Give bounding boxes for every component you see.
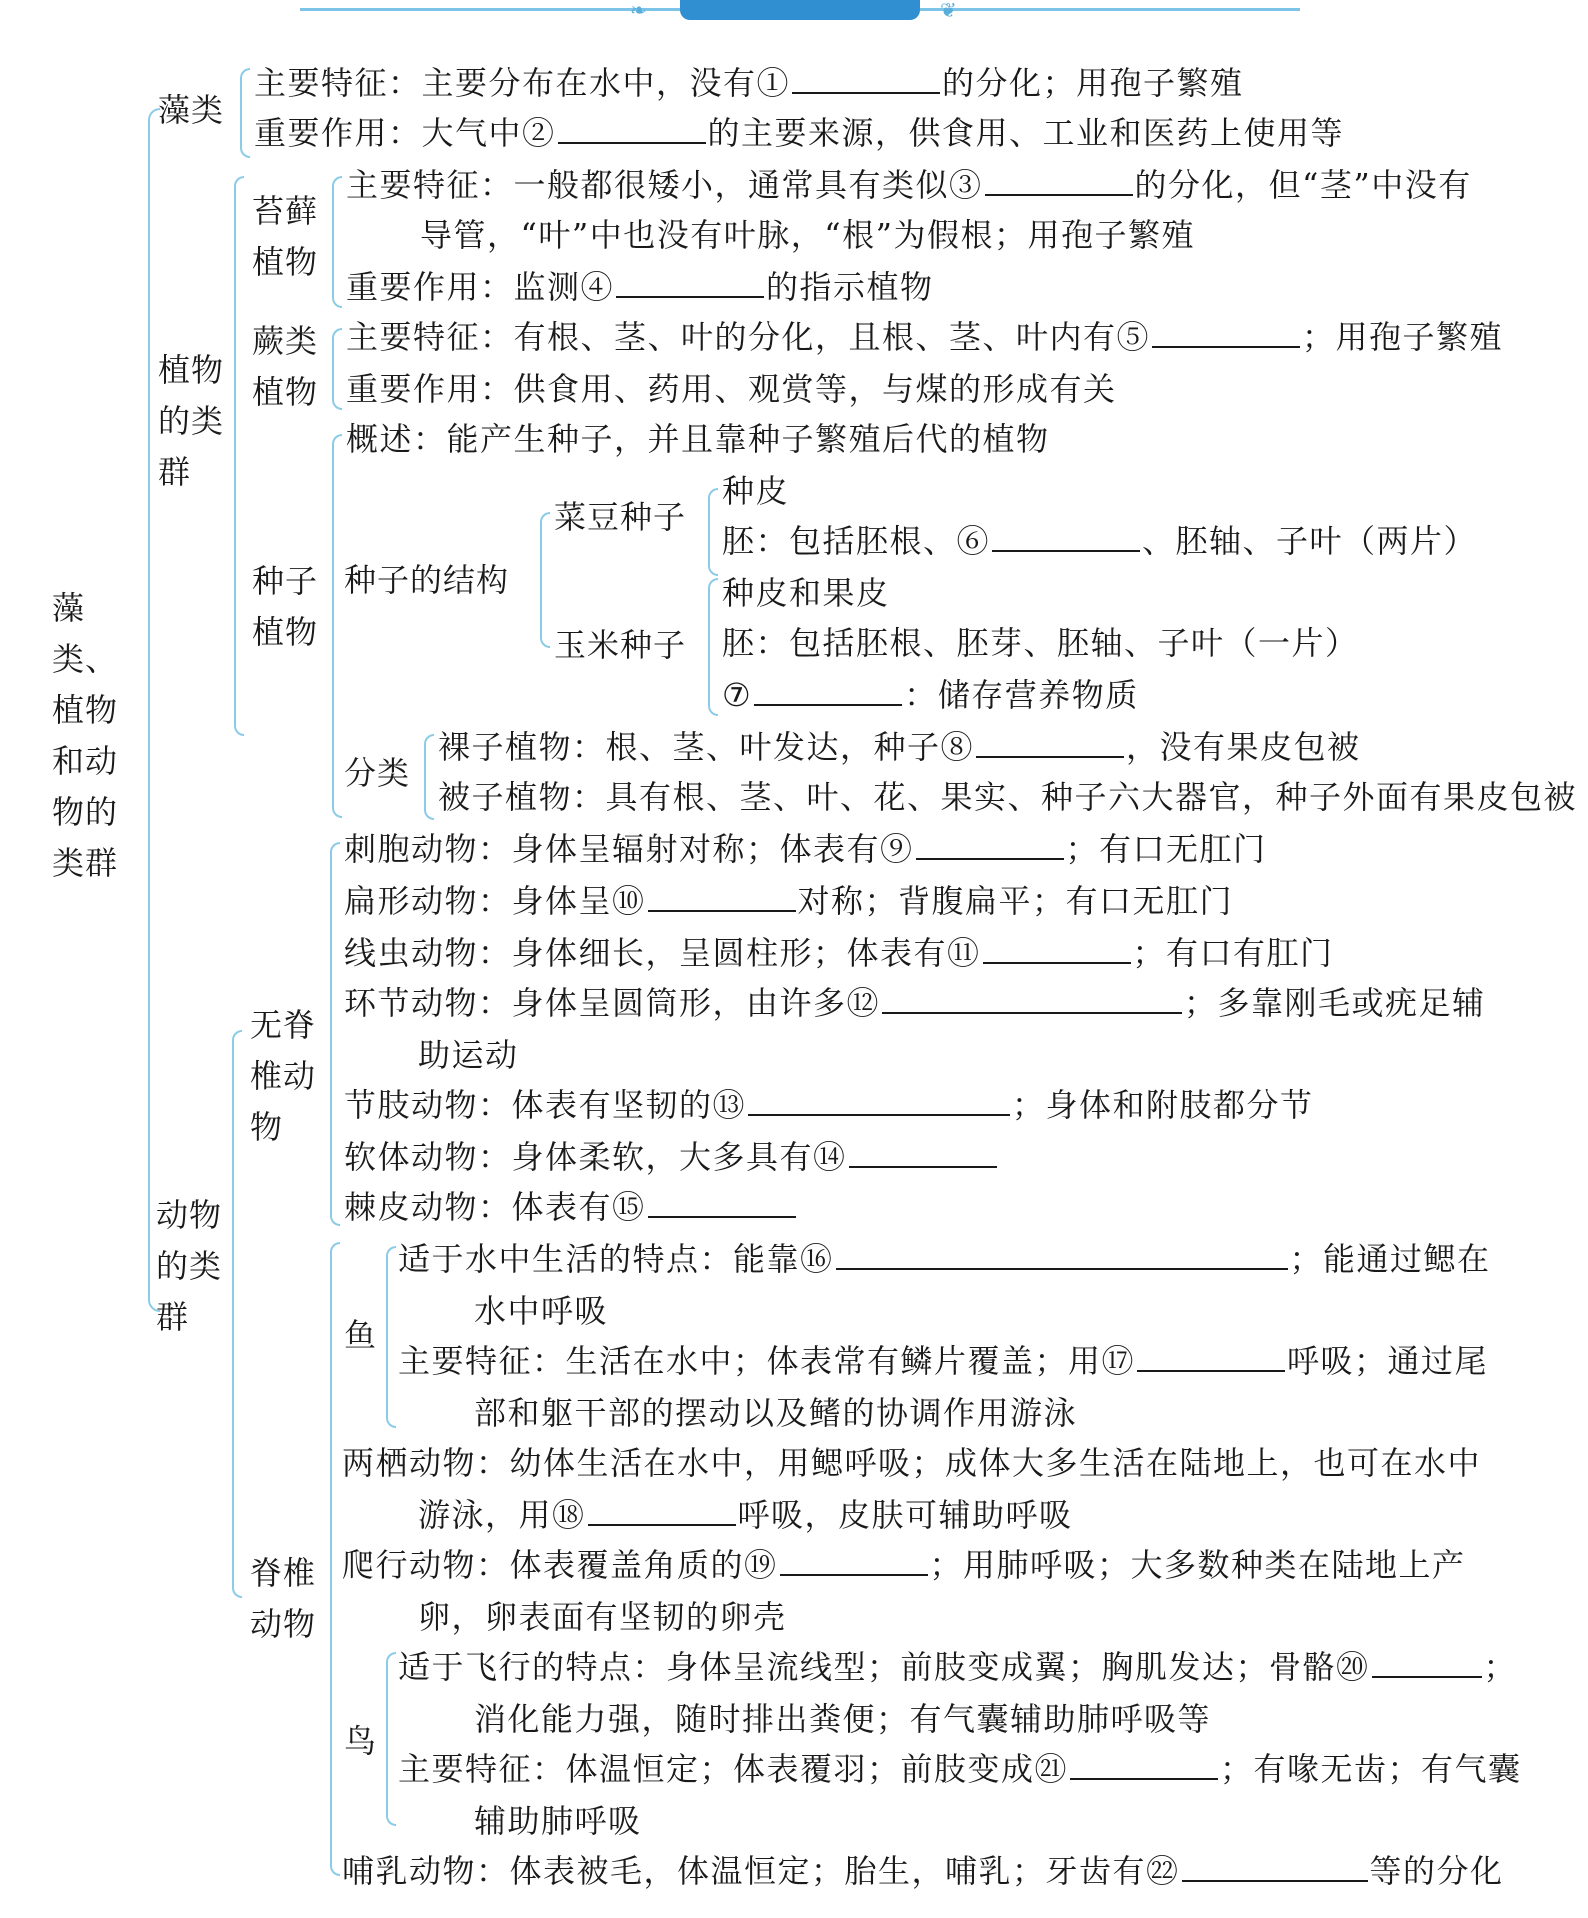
bean-bracket: [708, 488, 718, 576]
mammal-line: 哺乳动物：体表被毛，体温恒定；胎生，哺乳；牙齿有㉒ 等的分化: [342, 1852, 1504, 1890]
bird-feature-cont: 辅助肺呼吸: [474, 1802, 642, 1840]
root-bracket: [148, 108, 160, 1312]
answer-blank-7[interactable]: [754, 676, 902, 706]
answer-blank-9[interactable]: [916, 830, 1064, 860]
answer-blank-20[interactable]: [1372, 1648, 1482, 1678]
algae-role-line: 重要作用：大气中② 的主要来源，供食用、工业和医药上使用等: [254, 114, 1345, 152]
amphibian-cont: 游泳，用⑱ 呼吸，皮肤可辅助呼吸: [418, 1496, 1073, 1534]
fish-bracket: [386, 1246, 396, 1428]
algae-label: 藻类: [158, 91, 225, 129]
answer-blank-5[interactable]: [1152, 318, 1300, 348]
vertebrate-label: 脊椎动物: [250, 1554, 317, 1643]
corn-seed-label: 玉米种子: [554, 626, 687, 664]
bean-coat-line: 种皮: [722, 472, 790, 510]
corn-coat-line: 种皮和果皮: [722, 574, 890, 612]
answer-blank-21[interactable]: [1070, 1750, 1218, 1780]
invertebrate-label: 无脊椎动物: [250, 1006, 317, 1146]
plants-label: 植物的类群: [158, 351, 225, 491]
arthropod-line: 节肢动物：体表有坚韧的⑬ ；身体和附肢都分节: [344, 1086, 1314, 1124]
classification-label: 分类: [344, 754, 411, 792]
answer-blank-2[interactable]: [558, 114, 706, 144]
fern-feature-line: 主要特征：有根、茎、叶的分化，且根、茎、叶内有⑤ ；用孢子繁殖: [346, 318, 1504, 356]
moss-bracket: [332, 176, 342, 308]
swirl-icon: ❦: [940, 0, 957, 22]
bird-feature-line: 主要特征：体温恒定；体表覆羽；前肢变成㉑ ；有喙无齿；有气囊: [398, 1750, 1522, 1788]
fern-label: 蕨类植物: [252, 322, 319, 411]
answer-blank-6[interactable]: [992, 522, 1140, 552]
answer-blank-14[interactable]: [849, 1138, 997, 1168]
answer-blank-16[interactable]: [836, 1240, 1288, 1270]
algae-feature-line: 主要特征：主要分布在水中，没有① 的分化；用孢子繁殖: [254, 64, 1244, 102]
moss-feature-cont: 导管，“叶”中也没有叶脉，“根”为假根；用孢子繁殖: [420, 216, 1195, 254]
swirl-icon: ❧: [630, 0, 647, 22]
seed-bracket: [332, 434, 342, 818]
answer-blank-4[interactable]: [616, 268, 764, 298]
annelid-cont: 助运动: [418, 1036, 519, 1074]
answer-blank-8[interactable]: [976, 728, 1124, 758]
answer-blank-12[interactable]: [882, 984, 1182, 1014]
fern-role-line: 重要作用：供食用、药用、观赏等，与煤的形成有关: [346, 370, 1117, 408]
invertebrate-bracket: [330, 842, 340, 1226]
fish-feature-cont: 部和躯干部的摆动以及鳍的协调作用游泳: [474, 1394, 1078, 1432]
answer-blank-18[interactable]: [588, 1496, 736, 1526]
answer-blank-10[interactable]: [648, 882, 796, 912]
mollusk-line: 软体动物：身体柔软，大多具有⑭: [344, 1138, 999, 1176]
bird-label: 鸟: [344, 1722, 378, 1760]
structure-bracket: [540, 512, 550, 648]
fish-label: 鱼: [344, 1316, 378, 1354]
seed-label: 种子植物: [252, 562, 319, 651]
moss-role-line: 重要作用：监测④ 的指示植物: [346, 268, 934, 306]
corn-embryo-line: 胚：包括胚根、胚芽、胚轴、子叶（一片）: [722, 624, 1359, 662]
banner-tab: [680, 0, 920, 20]
answer-blank-1[interactable]: [792, 64, 940, 94]
reptile-line: 爬行动物：体表覆盖角质的⑲ ；用肺呼吸；大多数种类在陆地上产: [342, 1546, 1466, 1584]
fish-feature-line: 主要特征：生活在水中；体表常有鳞片覆盖；用⑰ 呼吸；通过尾: [398, 1342, 1489, 1380]
fern-bracket: [332, 328, 342, 410]
corn-endosperm-line: ⑦ ：储存营养物质: [722, 676, 1139, 714]
reptile-cont: 卵，卵表面有坚韧的卵壳: [418, 1598, 787, 1636]
answer-blank-17[interactable]: [1137, 1342, 1285, 1372]
echinoderm-line: 棘皮动物：体表有⑮: [344, 1188, 798, 1226]
header-banner: [300, 0, 1300, 22]
answer-blank-19[interactable]: [780, 1546, 928, 1576]
classification-bracket: [424, 734, 434, 820]
moss-label: 苔藓植物: [252, 192, 319, 281]
gymnosperm-line: 裸子植物：根、茎、叶发达，种子⑧ ，没有果皮包被: [438, 728, 1361, 766]
bird-bracket: [386, 1652, 396, 1826]
answer-blank-11[interactable]: [983, 934, 1131, 964]
animals-label: 动物的类群: [156, 1196, 223, 1336]
algae-bracket: [240, 68, 250, 158]
bird-adapt-line: 适于飞行的特点：身体呈流线型；前肢变成翼；胸肌发达；骨骼⑳ ；: [398, 1648, 1518, 1686]
bean-embryo-line: 胚：包括胚根、⑥ 、胚轴、子叶（两片）: [722, 522, 1478, 560]
answer-blank-15[interactable]: [648, 1188, 796, 1218]
fish-adapt-cont: 水中呼吸: [474, 1292, 609, 1330]
root-label: 藻类、植物和动物的类群: [52, 589, 119, 882]
moss-feature-line: 主要特征：一般都很矮小，通常具有类似③ 的分化，但“茎”中没有: [346, 166, 1472, 204]
answer-blank-13[interactable]: [748, 1086, 1010, 1116]
angiosperm-line: 被子植物：具有根、茎、叶、花、果实、种子六大器官，种子外面有果皮包被: [438, 778, 1578, 816]
annelid-line: 环节动物：身体呈圆筒形，由许多⑫ ；多靠刚毛或疣足辅: [344, 984, 1486, 1022]
cnidaria-line: 刺胞动物：身体呈辐射对称；体表有⑨ ；有口无肛门: [344, 830, 1267, 868]
vertebrate-bracket: [330, 1242, 340, 1876]
amphibian-line: 两栖动物：幼体生活在水中，用鳃呼吸；成体大多生活在陆地上，也可在水中: [342, 1444, 1482, 1482]
bird-adapt-cont: 消化能力强，随时排出粪便；有气囊辅助肺呼吸等: [474, 1700, 1212, 1738]
corn-bracket: [708, 578, 718, 716]
answer-blank-3[interactable]: [985, 166, 1133, 196]
answer-blank-22[interactable]: [1182, 1852, 1368, 1882]
bean-seed-label: 菜豆种子: [554, 498, 687, 536]
flatworm-line: 扁形动物：身体呈⑩ 对称；背腹扁平；有口无肛门: [344, 882, 1234, 920]
seed-overview-line: 概述：能产生种子，并且靠种子繁殖后代的植物: [346, 420, 1050, 458]
fish-adapt-line: 适于水中生活的特点：能靠⑯ ；能通过鳃在: [398, 1240, 1491, 1278]
nematode-line: 线虫动物：身体细长，呈圆柱形；体表有⑪ ；有口有肛门: [344, 934, 1334, 972]
seed-structure-label: 种子的结构: [344, 561, 510, 599]
